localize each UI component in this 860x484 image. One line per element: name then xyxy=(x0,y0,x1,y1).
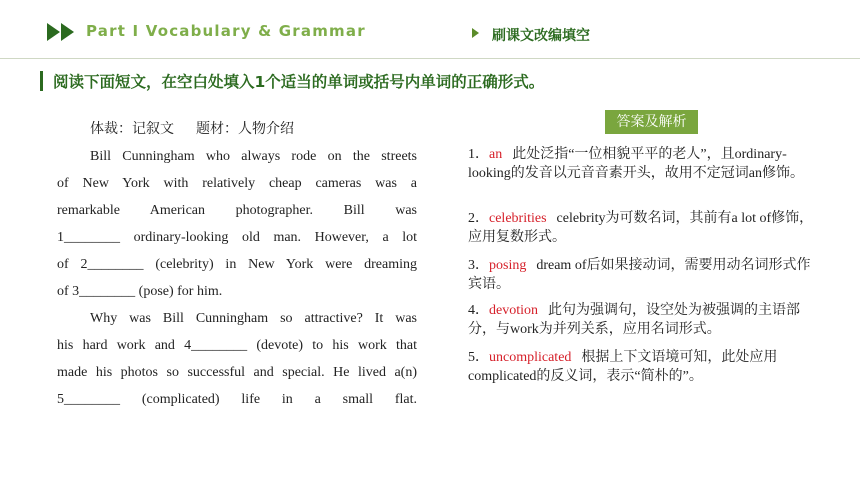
passage-line: remarkable American photographer. Bill was xyxy=(57,203,417,218)
answer-item xyxy=(468,301,823,339)
passage-line: of 3________ (pose) for him. xyxy=(57,284,223,299)
header-divider xyxy=(0,58,860,59)
answer-explanation: 此句为强调句，设空处为被强调的主语部分，与work为并列关系，应用名词形式。 xyxy=(468,303,800,337)
answer-explanation: 此处泛指“一位相貌平平的老人”，且ordinary-looking的发音以元音音素开头，故用不定冠词an修饰。 xyxy=(468,147,804,181)
passage-line: Why was Bill Cunningham so attractive? It was xyxy=(90,311,417,326)
genre-label: 体裁：记叙文 xyxy=(90,122,174,137)
header xyxy=(0,0,860,64)
answer-explanation: celebrity为可数名词，其前有a lot of修饰，应用复数形式。 xyxy=(468,211,814,245)
passage-meta xyxy=(57,120,417,147)
passage-line: of New York with relatively cheap cameras was a xyxy=(57,176,417,191)
answer-number: 2． xyxy=(468,211,489,226)
answer-word: an xyxy=(489,147,503,162)
answer-word: devotion xyxy=(489,303,538,318)
answer-number: 5． xyxy=(468,350,489,365)
answer-item xyxy=(468,209,823,247)
answer-item xyxy=(468,145,823,183)
answer-number: 3． xyxy=(468,258,489,273)
answer-number: 4． xyxy=(468,303,489,318)
answer-item xyxy=(468,256,823,294)
answer-word: posing xyxy=(489,258,527,273)
passage xyxy=(57,120,417,417)
answer-word: celebrities xyxy=(489,211,547,226)
answer-word: uncomplicated xyxy=(489,350,572,365)
part-title: Part Ⅰ Vocabulary & Grammar xyxy=(86,22,366,40)
answer-explanation: dream of后如果接动词，需要用动名词形式作宾语。 xyxy=(468,258,811,292)
double-arrow-icon xyxy=(47,23,75,41)
passage-line: made his photos so successful and special. He lived a(n) xyxy=(57,365,417,380)
passage-line: Bill Cunningham who always rode on the streets xyxy=(90,149,417,164)
section-label: 刷课文改编填空 xyxy=(492,28,590,44)
answer-item xyxy=(468,348,823,386)
topic-label: 题材：人物介绍 xyxy=(196,122,294,137)
instruction-marker xyxy=(40,71,43,91)
passage-line: 5________ (complicated) life in a small flat. xyxy=(57,392,417,407)
triangle-right-icon xyxy=(472,28,479,38)
passage-line: 1________ ordinary-looking old man. However, a lot xyxy=(57,230,417,245)
passage-line: of 2________ (celebrity) in New York were dreaming xyxy=(57,257,417,272)
answer-explanation-button[interactable]: 答案及解析 xyxy=(605,110,698,134)
answer-number: 1． xyxy=(468,147,489,162)
instruction-text: 阅读下面短文，在空白处填入1个适当的单词或括号内单词的正确形式。 xyxy=(53,73,545,91)
passage-line: his hard work and 4________ (devote) to his work that xyxy=(57,338,417,353)
answer-explanation: 根据上下文语境可知，此处应用complicated的反义词，表示“简朴的”。 xyxy=(468,350,778,384)
